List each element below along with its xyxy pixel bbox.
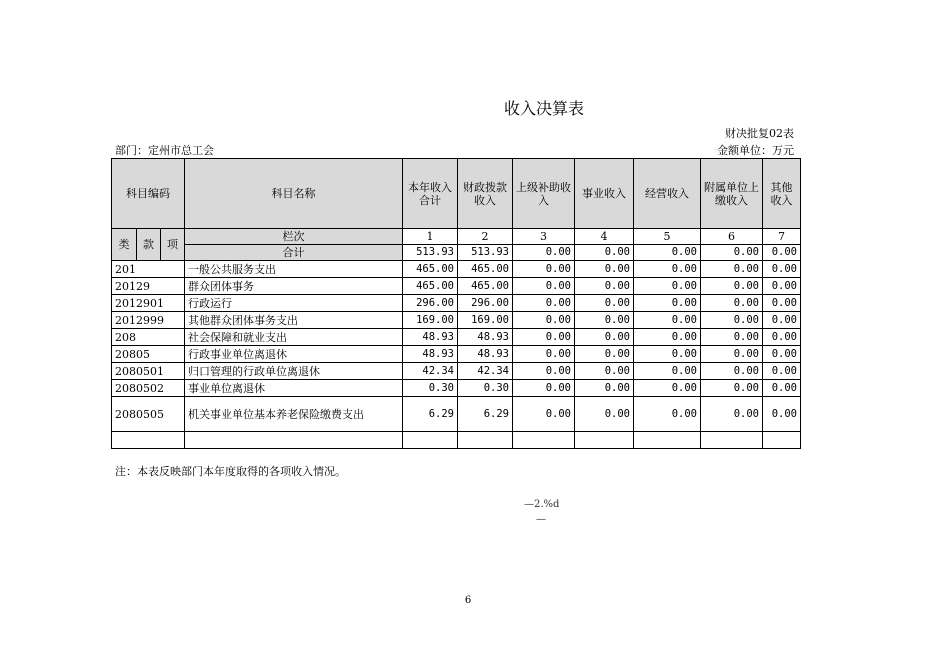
total-cell: 0.00 xyxy=(575,245,634,261)
row-name: 行政事业单位离退休 xyxy=(185,346,403,363)
row-value: 48.93 xyxy=(403,346,458,363)
col-num-1: 1 xyxy=(403,229,458,245)
col-num-5: 5 xyxy=(634,229,701,245)
row-value: 0.00 xyxy=(513,363,575,380)
row-value: 0.00 xyxy=(701,312,763,329)
row-value: 0.00 xyxy=(701,261,763,278)
row-value: 0.00 xyxy=(634,363,701,380)
row-value: 0.00 xyxy=(763,312,801,329)
row-name: 其他群众团体事务支出 xyxy=(185,312,403,329)
row-value: 0.00 xyxy=(575,295,634,312)
header-heji: 合计 xyxy=(185,245,403,261)
row-value: 0.00 xyxy=(763,380,801,397)
row-value: 6.29 xyxy=(458,397,513,432)
table-row xyxy=(112,380,801,397)
row-value: 48.93 xyxy=(458,329,513,346)
row-value: 0.00 xyxy=(634,261,701,278)
row-name: 事业单位离退休 xyxy=(185,380,403,397)
row-code: 20805 xyxy=(112,346,185,363)
header-col-7: 其他收入 xyxy=(763,159,801,229)
row-value: 0.30 xyxy=(458,380,513,397)
row-value: 0.00 xyxy=(701,278,763,295)
form-number: 财决批复02表 xyxy=(725,127,794,140)
handwritten-mark-2: — xyxy=(536,514,546,525)
row-code: 201 xyxy=(112,261,185,278)
row-value: 0.00 xyxy=(763,278,801,295)
row-value: 0.00 xyxy=(575,346,634,363)
row-name: 机关事业单位基本养老保险缴费支出 xyxy=(185,397,403,432)
table-row xyxy=(112,295,801,312)
table-row xyxy=(112,312,801,329)
row-code: 2080505 xyxy=(112,397,185,432)
row-value: 0.00 xyxy=(701,329,763,346)
header-xiang: 项 xyxy=(161,229,185,261)
total-cell: 0.00 xyxy=(763,245,801,261)
table-row xyxy=(112,278,801,295)
row-value: 0.00 xyxy=(575,380,634,397)
col-num-7: 7 xyxy=(763,229,801,245)
row-value: 42.34 xyxy=(458,363,513,380)
row-name: 行政运行 xyxy=(185,295,403,312)
department-label: 部门：定州市总工会 xyxy=(115,144,214,157)
row-value: 0.00 xyxy=(575,278,634,295)
row-code: 20129 xyxy=(112,278,185,295)
row-code: 2080501 xyxy=(112,363,185,380)
page-number: 6 xyxy=(464,595,472,606)
empty-cell xyxy=(513,432,575,449)
row-code: 2080502 xyxy=(112,380,185,397)
table-row xyxy=(112,363,801,380)
income-table xyxy=(111,158,801,449)
header-lei: 类 xyxy=(112,229,137,261)
col-num-4: 4 xyxy=(575,229,634,245)
empty-cell xyxy=(458,432,513,449)
table-row xyxy=(112,329,801,346)
row-name: 一般公共服务支出 xyxy=(185,261,403,278)
row-value: 465.00 xyxy=(403,278,458,295)
row-value: 48.93 xyxy=(403,329,458,346)
row-value: 0.00 xyxy=(575,397,634,432)
row-value: 0.00 xyxy=(763,261,801,278)
row-value: 0.00 xyxy=(701,346,763,363)
table-note: 注：本表反映部门本年度取得的各项收入情况。 xyxy=(115,465,346,478)
row-value: 0.00 xyxy=(513,261,575,278)
row-value: 0.00 xyxy=(763,346,801,363)
empty-cell xyxy=(634,432,701,449)
row-value: 0.00 xyxy=(701,295,763,312)
row-value: 0.00 xyxy=(513,312,575,329)
row-value: 0.00 xyxy=(634,295,701,312)
row-value: 465.00 xyxy=(458,278,513,295)
header-lanci: 栏次 xyxy=(185,229,403,245)
empty-cell xyxy=(185,432,403,449)
row-value: 0.00 xyxy=(513,278,575,295)
handwritten-mark: —2.%d xyxy=(524,499,560,510)
table-row xyxy=(112,346,801,363)
row-value: 0.00 xyxy=(701,380,763,397)
col-num-6: 6 xyxy=(701,229,763,245)
row-code: 208 xyxy=(112,329,185,346)
empty-cell xyxy=(575,432,634,449)
row-value: 465.00 xyxy=(403,261,458,278)
header-col-5: 经营收入 xyxy=(634,159,701,229)
total-cell: 513.93 xyxy=(458,245,513,261)
row-value: 6.29 xyxy=(403,397,458,432)
row-value: 0.00 xyxy=(634,380,701,397)
table-row xyxy=(112,397,801,432)
total-cell: 0.00 xyxy=(513,245,575,261)
row-value: 0.00 xyxy=(513,380,575,397)
row-value: 0.00 xyxy=(575,329,634,346)
row-value: 465.00 xyxy=(458,261,513,278)
row-name: 群众团体事务 xyxy=(185,278,403,295)
col-num-3: 3 xyxy=(513,229,575,245)
row-value: 0.00 xyxy=(634,346,701,363)
header-col-3: 上级补助收入 xyxy=(513,159,575,229)
total-cell: 0.00 xyxy=(634,245,701,261)
empty-cell xyxy=(763,432,801,449)
header-col-6: 附属单位上缴收入 xyxy=(701,159,763,229)
row-value: 0.00 xyxy=(634,329,701,346)
row-value: 0.00 xyxy=(575,261,634,278)
header-col-2: 财政拨款收入 xyxy=(458,159,513,229)
row-name: 社会保障和就业支出 xyxy=(185,329,403,346)
row-value: 42.34 xyxy=(403,363,458,380)
row-value: 0.00 xyxy=(701,363,763,380)
row-value: 169.00 xyxy=(458,312,513,329)
row-value: 0.00 xyxy=(513,346,575,363)
empty-cell xyxy=(112,432,185,449)
row-value: 296.00 xyxy=(403,295,458,312)
total-cell: 513.93 xyxy=(403,245,458,261)
row-value: 0.00 xyxy=(634,312,701,329)
header-code: 科目编码 xyxy=(112,159,185,229)
row-value: 0.00 xyxy=(701,397,763,432)
header-kuan: 款 xyxy=(137,229,161,261)
row-value: 0.00 xyxy=(513,295,575,312)
header-name: 科目名称 xyxy=(185,159,403,229)
row-value: 0.30 xyxy=(403,380,458,397)
row-value: 0.00 xyxy=(513,329,575,346)
amount-unit-label: 金额单位：万元 xyxy=(717,144,794,157)
empty-row xyxy=(112,432,801,449)
header-col-1: 本年收入合计 xyxy=(403,159,458,229)
page-title: 收入决算表 xyxy=(503,99,584,118)
row-value: 0.00 xyxy=(763,363,801,380)
row-value: 0.00 xyxy=(513,397,575,432)
row-code: 2012999 xyxy=(112,312,185,329)
row-value: 0.00 xyxy=(634,397,701,432)
row-code: 2012901 xyxy=(112,295,185,312)
total-cell: 0.00 xyxy=(701,245,763,261)
col-num-2: 2 xyxy=(458,229,513,245)
row-value: 48.93 xyxy=(458,346,513,363)
empty-cell xyxy=(701,432,763,449)
header-col-4: 事业收入 xyxy=(575,159,634,229)
table-row xyxy=(112,261,801,278)
row-value: 0.00 xyxy=(575,312,634,329)
row-value: 0.00 xyxy=(634,278,701,295)
row-value: 0.00 xyxy=(763,295,801,312)
row-value: 0.00 xyxy=(763,397,801,432)
row-value: 0.00 xyxy=(763,329,801,346)
row-value: 169.00 xyxy=(403,312,458,329)
row-value: 0.00 xyxy=(575,363,634,380)
empty-cell xyxy=(403,432,458,449)
row-name: 归口管理的行政单位离退休 xyxy=(185,363,403,380)
row-value: 296.00 xyxy=(458,295,513,312)
